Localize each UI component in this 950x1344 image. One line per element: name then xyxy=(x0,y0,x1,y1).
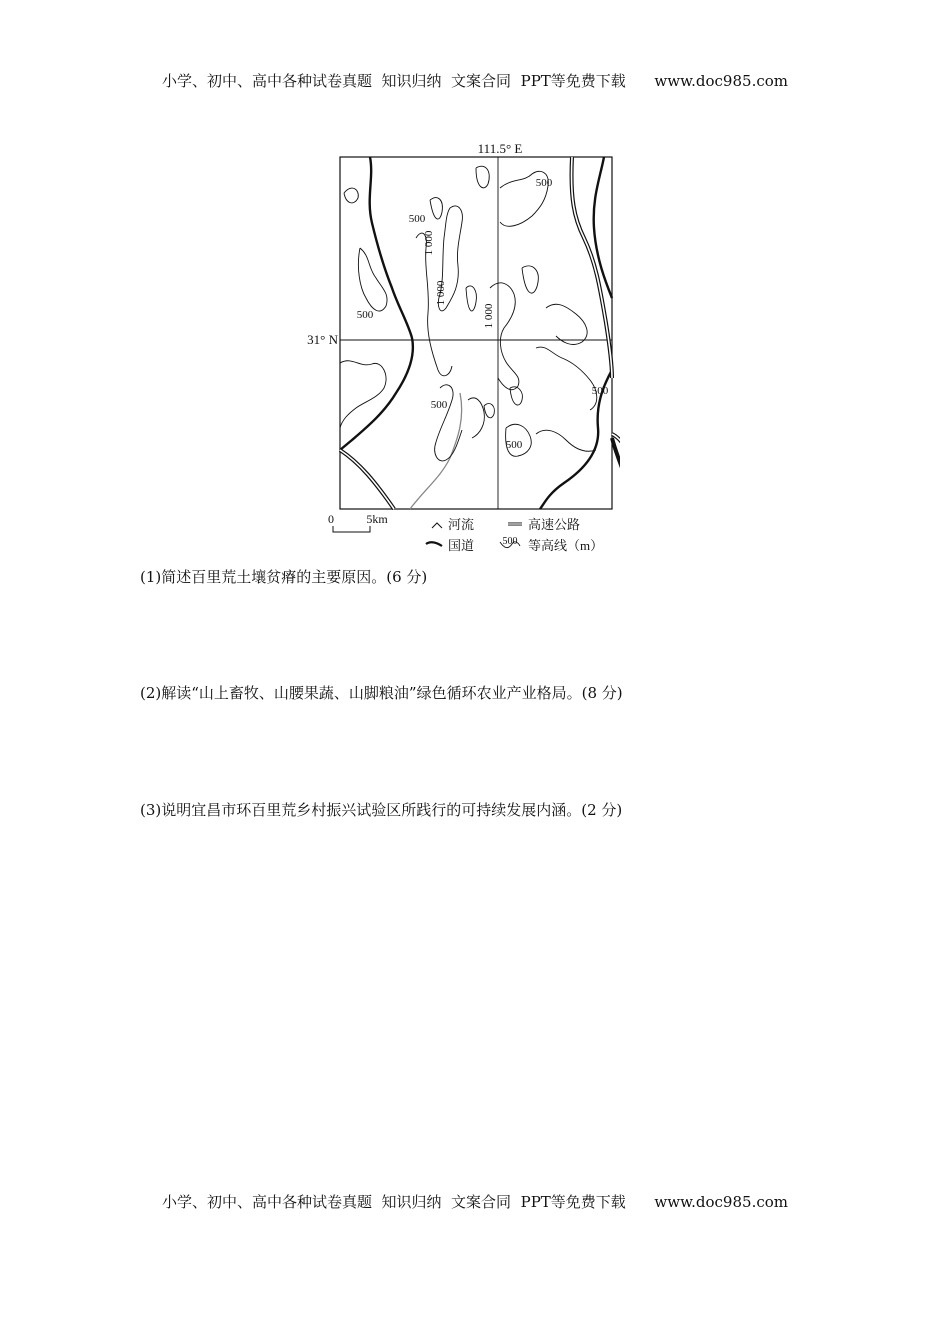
contour-label: 500 xyxy=(408,213,426,225)
contour-label: 500 xyxy=(430,399,448,411)
contour-label: 500 xyxy=(505,439,523,451)
contour-label: 500 xyxy=(591,385,609,397)
page-header: 小学、初中、高中各种试卷真题 知识归纳 文案合同 PPT等免费下载 www.doc985.com xyxy=(161,72,788,90)
question-2: (2)解读“山上畜牧、山腰果蔬、山脚粮油”绿色循环农业产业格局。(8 分) xyxy=(140,684,623,702)
map-svg xyxy=(300,138,620,558)
latitude-label: 31° N xyxy=(307,332,338,347)
question-1: (1)简述百里荒土壤贫瘠的主要原因。(6 分) xyxy=(140,568,428,586)
contour-label: 1 000 xyxy=(435,280,447,306)
scale-distance: 5km xyxy=(366,512,388,526)
topographic-map xyxy=(300,138,620,558)
map-frame xyxy=(340,157,612,509)
page-footer: 小学、初中、高中各种试卷真题 知识归纳 文案合同 PPT等免费下载 www.doc985.com xyxy=(161,1193,788,1211)
national-road-west xyxy=(340,157,413,450)
legend-river: 河流 xyxy=(448,517,475,532)
river-legend-icon xyxy=(432,523,442,528)
highway-south-outer xyxy=(612,438,620,509)
contour-label: 500 xyxy=(535,177,553,189)
highway-east-outer xyxy=(572,157,613,378)
contour-label: 500 xyxy=(356,309,374,321)
scale-bar xyxy=(333,526,370,532)
contour-label: 1 000 xyxy=(483,303,495,329)
scale-zero: 0 xyxy=(328,512,334,526)
highway-east-inner xyxy=(572,157,613,378)
highway-sw-outer xyxy=(340,450,394,509)
legend-national-road: 国道 xyxy=(448,538,475,553)
legend-contour-sample: 500 xyxy=(502,536,518,547)
question-3: (3)说明宜昌市环百里荒乡村振兴试验区所践行的可持续发展内涵。(2 分) xyxy=(140,801,623,819)
contour-label: 1 000 xyxy=(423,230,435,256)
legend-contour: 等高线（m） xyxy=(528,538,604,553)
longitude-label: 111.5° E xyxy=(477,141,523,156)
legend-highway: 高速公路 xyxy=(528,517,581,532)
national-road-legend-icon xyxy=(426,542,442,546)
